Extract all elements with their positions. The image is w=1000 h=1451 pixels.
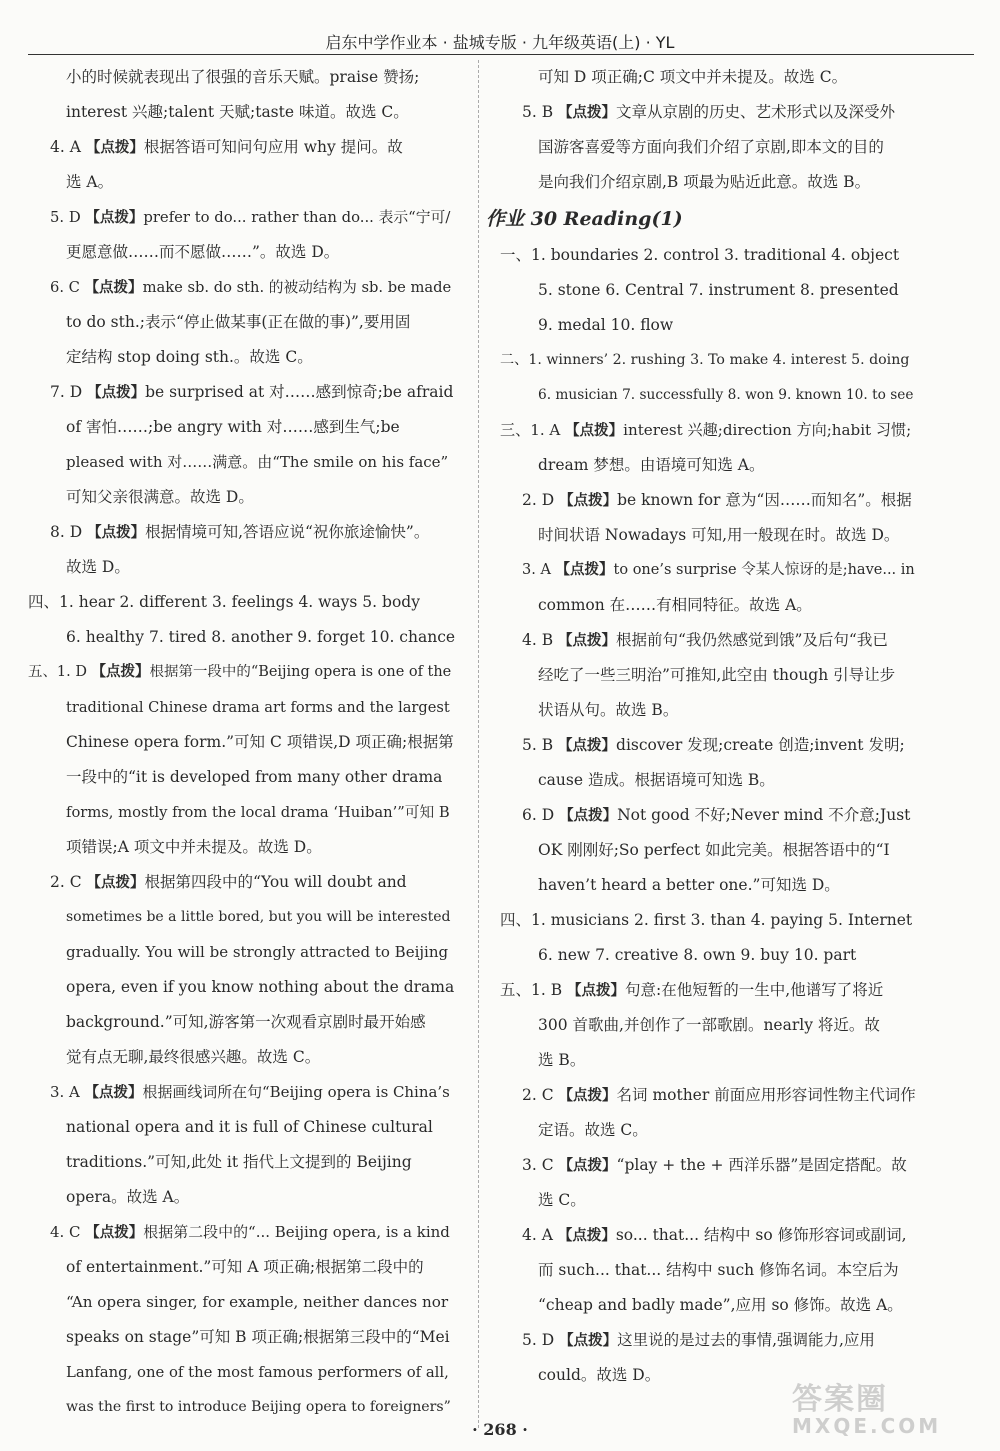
question-number: 4. A	[50, 138, 86, 156]
answer-line	[500, 1148, 918, 1183]
line-text: interest 兴趣;direction 方向;habit 习惯;	[623, 421, 912, 439]
line-text: Chinese opera form.”可知 C 项错误,D 项正确;根据第	[66, 733, 454, 751]
answer-line	[500, 518, 918, 553]
line-text: 一、1. boundaries 2. control 3. traditional 4. object	[500, 246, 900, 264]
line-text: 定语。故选 C。	[538, 1121, 648, 1139]
line-text: of 害怕……;be angry with 对……感到生气;be	[66, 418, 400, 436]
question-number: 2. C	[522, 1086, 559, 1104]
answer-line	[28, 935, 456, 970]
line-text: 四、1. hear 2. different 3. feelings 4. ways 5. body	[28, 593, 420, 611]
answer-line	[500, 343, 918, 378]
hint-tag: 【点拨】	[91, 664, 150, 680]
question-number: 4. B	[522, 631, 559, 649]
answer-line	[500, 938, 918, 973]
line-text: 根据第二段中的“... Beijing opera, is a kind	[143, 1223, 450, 1241]
answer-line	[500, 165, 918, 200]
line-text: common 在……有相同特征。故选 A。	[538, 596, 812, 614]
answer-line	[500, 1183, 918, 1218]
line-text: to do sth.;表示“停止做某事(正在做的事)”,要用固	[66, 313, 411, 331]
answer-line	[28, 865, 456, 900]
answer-line	[500, 308, 918, 343]
line-text: opera, even if you know nothing about the drama	[66, 978, 455, 996]
line-text: 根据第四段中的“You will doubt and	[144, 873, 407, 891]
answer-line	[500, 553, 918, 588]
line-text: 故选 D。	[66, 558, 130, 576]
line-text: prefer to do... rather than do... 表示“宁可/	[143, 209, 451, 226]
line-text: background.”可知,游客第一次观看京剧时最开始感	[66, 1013, 426, 1031]
hint-tag: 【点拨】	[559, 808, 618, 824]
line-text: 觉有点无聊,最终很感兴趣。故选 C。	[66, 1048, 321, 1066]
question-number: 8. D	[50, 523, 88, 541]
hint-tag: 【点拨】	[85, 1225, 144, 1241]
question-number: 3. A	[522, 562, 556, 578]
line-text: 定结构 stop doing sth.。故选 C。	[66, 348, 313, 366]
answer-line	[28, 95, 456, 130]
answer-line	[500, 273, 918, 308]
answer-line	[500, 1043, 918, 1078]
answer-line	[28, 410, 456, 445]
answer-line	[28, 130, 456, 165]
page-number: · 268 ·	[472, 1420, 528, 1439]
line-text: to one’s surprise 令某人惊讶的是;have... in	[613, 562, 915, 578]
hint-tag: 【点拨】	[555, 562, 614, 578]
question-number: 2. C	[50, 873, 87, 891]
answer-line	[500, 903, 918, 938]
answer-line	[500, 623, 918, 658]
answer-line	[500, 658, 918, 693]
answer-line	[500, 1288, 918, 1323]
line-text: 二、1. winners’ 2. rushing 3. To make 4. interest 5. doing	[500, 352, 910, 368]
answer-line	[500, 238, 918, 273]
question-number: 5. B	[522, 103, 559, 121]
hint-tag: 【点拨】	[558, 105, 617, 121]
line-text: 根据画线词所在句“Beijing opera is China’s	[142, 1083, 450, 1101]
line-text: 是向我们介绍京剧,B 项最为贴近此意。故选 B。	[538, 173, 871, 191]
line-text: be known for 意为“因……而知名”。根据	[617, 491, 912, 509]
answer-line	[28, 1320, 456, 1355]
line-text: 6. musician 7. successfully 8. won 9. known 10. to see	[538, 387, 914, 403]
line-text: 选 B。	[538, 1051, 586, 1069]
answer-line	[28, 725, 456, 760]
hint-tag: 【点拨】	[87, 525, 146, 541]
question-number: 6. C	[50, 279, 85, 296]
question-number: 2. D	[522, 491, 560, 509]
line-text: “An opera singer, for example, neither dances nor	[66, 1293, 449, 1311]
answer-line	[28, 515, 456, 550]
line-text: 根据第一段中的“Beijing opera is one of the	[149, 664, 452, 680]
line-text: 经吃了一些三明治”可推知,此空由 though 引导让步	[538, 666, 896, 684]
line-text: OK 刚刚好;So perfect 如此完美。根据答语中的“I	[538, 841, 890, 859]
answer-line	[28, 1145, 456, 1180]
line-text: be surprised at 对……感到惊奇;be afraid	[145, 383, 454, 401]
watermark-url: MXQE.COM	[792, 1414, 942, 1438]
line-text: 这里说的是过去的事情,强调能力,应用	[617, 1331, 875, 1349]
line-text: 名词 mother 前面应用形容词性物主代词作	[616, 1086, 916, 1104]
line-text: traditions.”可知,此处 it 指代上文提到的 Beijing	[66, 1153, 412, 1171]
answer-line	[500, 868, 918, 903]
line-text: 小的时候就表现出了很强的音乐天赋。praise 赞扬;	[66, 68, 420, 86]
line-text: speaks on stage”可知 B 项正确;根据第三段中的“Mei	[66, 1328, 450, 1346]
answer-line	[28, 445, 456, 480]
watermark-text: 答案圈	[792, 1382, 888, 1417]
answer-line	[28, 340, 456, 375]
question-number: 6. D	[522, 806, 560, 824]
hint-tag: 【点拨】	[559, 1333, 618, 1349]
hint-tag: 【点拨】	[87, 385, 146, 401]
answer-line	[28, 1005, 456, 1040]
question-number: 7. D	[50, 383, 88, 401]
answer-line	[28, 585, 456, 620]
hint-tag: 【点拨】	[85, 140, 144, 156]
line-text: gradually. You will be strongly attracted to Beijing	[66, 943, 449, 961]
hint-tag: 【点拨】	[558, 1158, 617, 1174]
hint-tag: 【点拨】	[84, 1085, 143, 1101]
line-text: 四、1. musicians 2. first 3. than 4. paying 5. Internet	[500, 911, 913, 929]
answer-line	[500, 413, 918, 448]
hint-tag: 【点拨】	[557, 1228, 616, 1244]
line-text: haven’t heard a better one.”可知选 D。	[538, 876, 840, 894]
line-text: Lanfang, one of the most famous performers of all,	[66, 1364, 449, 1381]
answer-line	[28, 480, 456, 515]
line-text: 根据前句“我仍然感觉到饿”及后句“我已	[616, 631, 888, 649]
answer-line	[28, 60, 456, 95]
line-text: 状语从句。故选 B。	[538, 701, 679, 719]
answer-line	[28, 1215, 456, 1250]
answer-line	[500, 973, 918, 1008]
answer-line	[28, 235, 456, 270]
line-text: 5. stone 6. Central 7. instrument 8. presented	[538, 281, 899, 299]
question-number: 五、1. D	[28, 664, 92, 680]
hint-tag: 【点拨】	[559, 493, 618, 509]
line-text: of entertainment.”可知 A 项正确;根据第二段中的	[66, 1258, 424, 1276]
line-text: 一段中的“it is developed from many other drama	[66, 768, 443, 786]
answer-line	[28, 620, 456, 655]
answer-line	[28, 655, 456, 690]
line-text: 时间状语 Nowadays 可知,用一般现在时。故选 D。	[538, 526, 900, 544]
line-text: 6. new 7. creative 8. own 9. buy 10. part	[538, 946, 857, 964]
answer-line	[28, 1250, 456, 1285]
answer-line	[28, 830, 456, 865]
hint-tag: 【点拨】	[558, 738, 617, 754]
answer-line	[500, 130, 918, 165]
question-number: 5. D	[522, 1331, 560, 1349]
answer-line	[500, 1078, 918, 1113]
line-text: “cheap and badly made”,应用 so 修饰。故选 A。	[538, 1296, 903, 1314]
answer-line	[28, 375, 456, 410]
answer-line	[28, 305, 456, 340]
hint-tag: 【点拨】	[85, 210, 144, 226]
answer-line	[28, 200, 456, 235]
answer-line	[28, 165, 456, 200]
question-number: 3. A	[50, 1083, 85, 1101]
answer-line	[28, 550, 456, 585]
answer-line	[500, 588, 918, 623]
line-text: forms, mostly from the local drama ‘Huiban’”可知 B	[66, 804, 450, 821]
line-text: Not good 不好;Never mind 不介意;Just	[617, 806, 911, 824]
answer-line	[500, 483, 918, 518]
column-divider	[478, 60, 479, 1428]
question-number: 4. C	[50, 1223, 86, 1241]
answer-line	[28, 270, 456, 305]
watermark-logo	[792, 1374, 982, 1444]
answer-line	[500, 1218, 918, 1253]
question-number: 4. A	[522, 1226, 558, 1244]
answer-line	[500, 1008, 918, 1043]
question-number: 3. C	[522, 1156, 559, 1174]
answer-line	[500, 833, 918, 868]
question-number: 三、1. A	[500, 421, 566, 439]
left-column	[28, 60, 456, 1425]
line-text: “play + the + 西洋乐器”是固定搭配。故	[616, 1156, 907, 1174]
answer-line	[28, 760, 456, 795]
line-text: 文章从京剧的历史、艺术形式以及深受外	[616, 103, 896, 121]
line-text: interest 兴趣;talent 天赋;taste 味道。故选 C。	[66, 103, 409, 121]
question-number: 5. B	[522, 736, 559, 754]
answer-line	[500, 1113, 918, 1148]
line-text: 6. healthy 7. tired 8. another 9. forget 10. chance	[66, 628, 456, 646]
line-text: was the first to introduce Beijing opera to foreigners”	[66, 1399, 451, 1415]
hint-tag: 【点拨】	[558, 633, 617, 649]
line-text: traditional Chinese drama art forms and the largest	[66, 699, 450, 716]
answer-line	[500, 1253, 918, 1288]
line-text: opera。故选 A。	[66, 1188, 190, 1206]
line-text: 选 C。	[538, 1191, 586, 1209]
line-text: 9. medal 10. flow	[538, 316, 674, 334]
line-text: dream 梦想。由语境可知选 A。	[538, 456, 765, 474]
line-text: make sb. do sth. 的被动结构为 sb. be made	[142, 279, 452, 296]
line-text: national opera and it is full of Chinese cultural	[66, 1118, 433, 1136]
answer-line	[500, 1323, 918, 1358]
answer-line	[28, 1110, 456, 1145]
hint-tag: 【点拨】	[567, 983, 626, 999]
question-number: 五、1. B	[500, 981, 568, 999]
answer-line	[28, 970, 456, 1005]
line-text: 可知 D 项正确;C 项文中并未提及。故选 C。	[538, 68, 848, 86]
answer-line	[500, 728, 918, 763]
answer-line	[28, 690, 456, 725]
line-text: 项错误;A 项文中并未提及。故选 D。	[66, 838, 322, 856]
answer-line	[28, 1180, 456, 1215]
answer-line	[500, 798, 918, 833]
right-column	[486, 60, 918, 1393]
answer-line	[500, 448, 918, 483]
answer-line	[500, 60, 918, 95]
answer-line	[28, 1355, 456, 1390]
question-number: 5. D	[50, 209, 86, 226]
line-text: 而 such... that... 结构中 such 修饰名词。本空后为	[538, 1261, 899, 1279]
line-text: 300 首歌曲,并创作了一部歌剧。nearly 将近。故	[538, 1016, 880, 1034]
line-text: 可知父亲很满意。故选 D。	[66, 488, 254, 506]
answer-line	[500, 378, 918, 413]
answer-line	[28, 1075, 456, 1110]
hint-tag: 【点拨】	[84, 280, 143, 296]
line-text: sometimes be a little bored, but you will be interested	[66, 909, 451, 925]
line-text: discover 发现;create 创造;invent 发明;	[616, 736, 905, 754]
line-text: 根据答语可知问句应用 why 提问。故	[143, 138, 403, 156]
line-text: 句意:在他短暂的一生中,他谱写了将近	[625, 981, 884, 999]
header-rule	[28, 54, 974, 55]
line-text: cause 造成。根据语境可知选 B。	[538, 771, 775, 789]
line-text: 根据情境可知,答语应说“祝你旅途愉快”。	[145, 523, 430, 541]
line-text: so... that... 结构中 so 修饰形容词或副词,	[615, 1226, 907, 1244]
line-text: pleased with 对……满意。由“The smile on his face”	[66, 453, 449, 471]
answer-line	[28, 1040, 456, 1075]
answer-line	[500, 693, 918, 728]
answer-line	[500, 763, 918, 798]
hint-tag: 【点拨】	[565, 423, 624, 439]
line-text: 国游客喜爱等方面向我们介绍了京剧,即本文的目的	[538, 138, 884, 156]
hint-tag: 【点拨】	[558, 1088, 617, 1104]
running-header: 启东中学作业本 · 盐城专版 · 九年级英语(上) · YL	[325, 33, 675, 52]
section-title: 作业 30 Reading(1)	[486, 208, 683, 230]
line-text: 选 A。	[66, 173, 114, 191]
answer-line	[28, 795, 456, 830]
answer-line	[28, 900, 456, 935]
line-text: 更愿意做……而不愿做……”。故选 D。	[66, 243, 340, 261]
hint-tag: 【点拨】	[86, 875, 145, 891]
answer-line	[28, 1285, 456, 1320]
answer-line	[500, 95, 918, 130]
line-text: could。故选 D。	[538, 1366, 661, 1384]
